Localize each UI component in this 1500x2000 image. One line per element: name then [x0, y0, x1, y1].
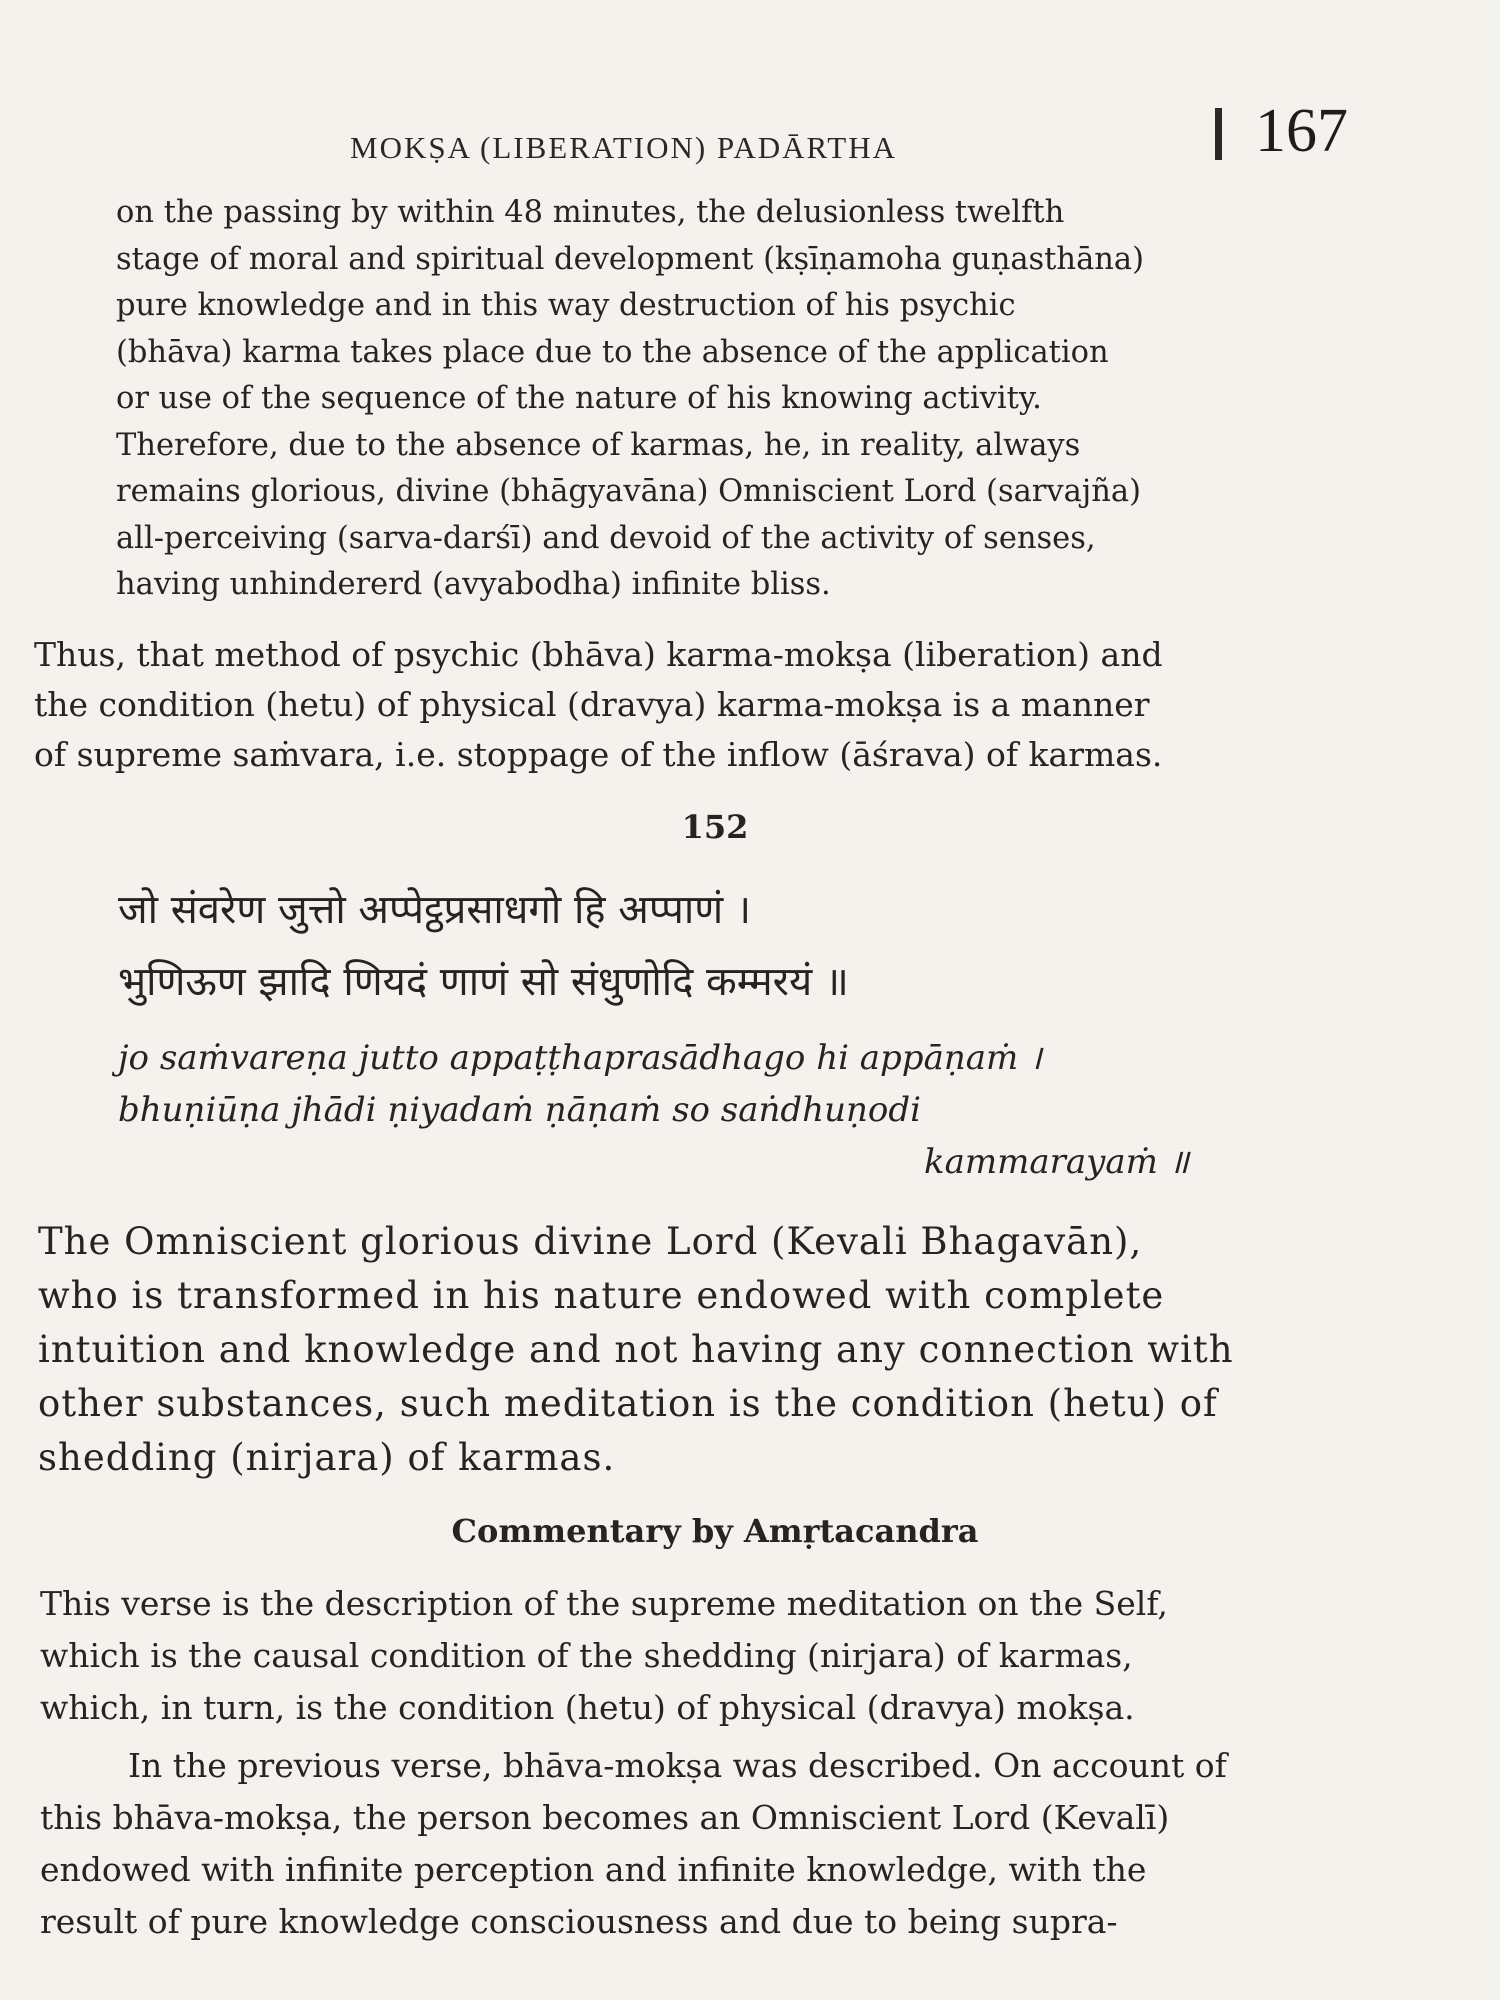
intro-line: or use of the sequence of the nature of his knowing activity.	[116, 381, 1042, 416]
verse-number: 152	[681, 808, 749, 846]
intro-paragraph	[116, 190, 1306, 609]
transliteration-line-1: jo saṁvareṇa jutto appaṭṭhaprasādhago hi appāṇaṁ ।	[118, 1038, 1042, 1078]
transliteration-line-2: bhuṇiūṇa jhādi ṇiyadaṁ ṇāṇaṁ so saṅdhuṇodi	[118, 1090, 921, 1130]
commentary-line: result of pure knowledge consciousness and due to being supra-	[40, 1902, 1118, 1941]
translation-line: intuition and knowledge and not having any connection with	[38, 1328, 1234, 1371]
intro-line: having unhindererd (avyabodha) infinite bliss.	[116, 567, 831, 602]
thus-line: of supreme saṁvara, i.e. stoppage of the inflow (āśrava) of karmas.	[34, 735, 1163, 774]
devanagari-line-1: जो संवरेण जुत्तो अप्पेट्ठप्रसाधगो हि अप्पाणं ।	[118, 887, 752, 933]
intro-line: remains glorious, divine (bhāgyavāna) Omniscient Lord (sarvajña)	[116, 474, 1141, 509]
translation-line: who is transformed in his nature endowed with complete	[38, 1274, 1165, 1317]
intro-line: stage of moral and spiritual development (kṣīṇamoha guṇasthāna)	[116, 241, 1144, 277]
commentary-paragraph-2	[40, 1740, 1400, 1948]
translation-line: other substances, such meditation is the condition (hetu) of	[38, 1382, 1218, 1425]
translation-line: The Omniscient glorious divine Lord (Kevali Bhagavān),	[38, 1220, 1143, 1263]
running-head: MOKṢA (LIBERATION) PADĀRTHA	[350, 130, 898, 165]
intro-line: (bhāva) karma takes place due to the absence of the application	[116, 334, 1109, 370]
commentary-line: which is the causal condition of the shedding (nirjara) of karmas,	[40, 1636, 1133, 1675]
commentary-line: This verse is the description of the supreme meditation on the Self,	[40, 1584, 1168, 1623]
devanagari-line-2: भुणिऊण झादि णियदं णाणं सो संधुणोदि कम्मरयं ॥	[118, 959, 849, 1005]
page-header	[0, 96, 1500, 186]
commentary-line: this bhāva-mokṣa, the person becomes an Omniscient Lord (Kevalī)	[40, 1798, 1170, 1837]
thus-line: the condition (hetu) of physical (dravya) karma-mokṣa is a manner	[34, 685, 1150, 724]
transliteration-line-3: kammarayaṁ ॥	[924, 1142, 1190, 1182]
intro-line: Therefore, due to the absence of karmas, he, in reality, always	[116, 427, 1081, 463]
intro-line: pure knowledge and in this way destruction of his psychic	[116, 288, 1016, 323]
thus-line: Thus, that method of psychic (bhāva) karma-mokṣa (liberation) and	[34, 635, 1163, 674]
commentary-title: Commentary by Amṛtacandra	[451, 1512, 979, 1550]
thus-paragraph	[34, 630, 1394, 780]
verse-translation	[38, 1215, 1398, 1485]
header-rule	[1215, 108, 1222, 160]
commentary-line: endowed with infinite perception and infinite knowledge, with the	[40, 1850, 1147, 1889]
commentary-paragraph-1	[40, 1578, 1400, 1734]
page-number: 167	[1255, 97, 1348, 165]
translation-line: shedding (nirjara) of karmas.	[38, 1436, 616, 1479]
commentary-line: which, in turn, is the condition (hetu) of physical (dravya) mokṣa.	[40, 1688, 1135, 1727]
intro-line: on the passing by within 48 minutes, the delusionless twelfth	[116, 195, 1065, 230]
commentary-line: In the previous verse, bhāva-mokṣa was described. On account of	[128, 1746, 1227, 1785]
intro-line: all-perceiving (sarva-darśī) and devoid of the activity of senses,	[116, 520, 1096, 556]
